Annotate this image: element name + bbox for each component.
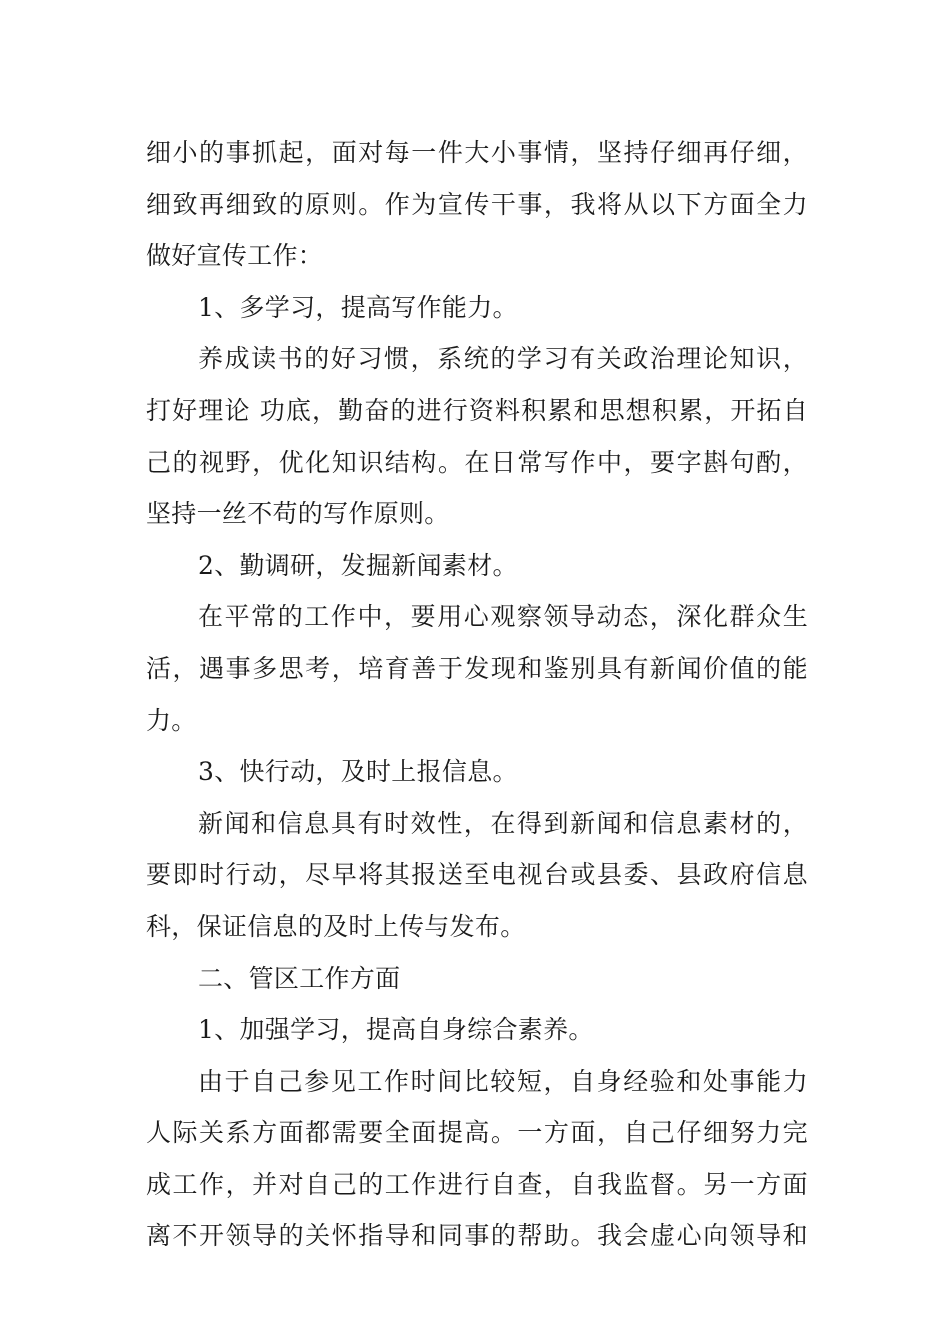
- text-line: 活，遇事多思考，培育善于发现和鉴别具有新闻价值的能: [146, 653, 808, 683]
- text-line: 细小的事抓起，面对每一件大小事情，坚持仔细再仔细，: [146, 138, 808, 167]
- text-line: 在平常的工作中，要用心观察领导动态，深化群众生: [198, 602, 808, 632]
- text-line: 己的视野，优化知识结构。在日常写作中，要字斟句酌，: [146, 447, 808, 477]
- text-line: 坚持一丝不苟的写作原则。: [146, 499, 450, 529]
- text-line: 人际关系方面都需要全面提高。一方面，自己仔细努力完: [146, 1118, 808, 1148]
- section-heading-study: [146, 282, 808, 334]
- text-line: 力。: [146, 705, 197, 735]
- paragraph-strengthen-learning: [146, 1056, 808, 1262]
- text-line: 1、多学习，提高写作能力。: [198, 292, 518, 322]
- text-line: 1、加强学习，提高自身综合素养。: [198, 1015, 594, 1045]
- text-line: 3、快行动，及时上报信息。: [198, 757, 518, 787]
- text-line: 做好宣传工作：: [146, 241, 324, 271]
- section-heading-district-work: [146, 953, 808, 1005]
- text-line: 打好理论 功底，勤奋的进行资料积累和思想积累，开拓自: [146, 395, 808, 425]
- paragraph-study: [146, 333, 808, 539]
- text-line: 科，保证信息的及时上传与发布。: [146, 911, 526, 941]
- section-heading-strengthen-learning: [146, 1004, 808, 1056]
- text-line: 二、管区工作方面: [198, 963, 401, 993]
- text-line: 要即时行动，尽早将其报送至电视台或县委、县政府信息: [146, 860, 808, 890]
- text-line: 成工作，并对自己的工作进行自查，自我监督。另一方面: [146, 1169, 808, 1199]
- text-line: 由于自己参见工作时间比较短，自身经验和处事能力: [198, 1066, 808, 1096]
- section-heading-action: [146, 746, 808, 798]
- text-line: 细致再细致的原则。作为宣传干事，我将从以下方面全力: [146, 189, 808, 219]
- paragraph-continuation: [146, 127, 808, 282]
- paragraph-research: [146, 591, 808, 746]
- text-line: 新闻和信息具有时效性，在得到新闻和信息素材的，: [198, 808, 808, 838]
- section-heading-research: [146, 540, 808, 592]
- document-body: [146, 127, 808, 1262]
- text-line: 离不开领导的关怀指导和同事的帮助。我会虚心向领导和: [146, 1221, 808, 1251]
- text-line: 2、勤调研，发掘新闻素材。: [198, 550, 518, 580]
- paragraph-action: [146, 798, 808, 953]
- text-line: 养成读书的好习惯，系统的学习有关政治理论知识，: [198, 344, 808, 374]
